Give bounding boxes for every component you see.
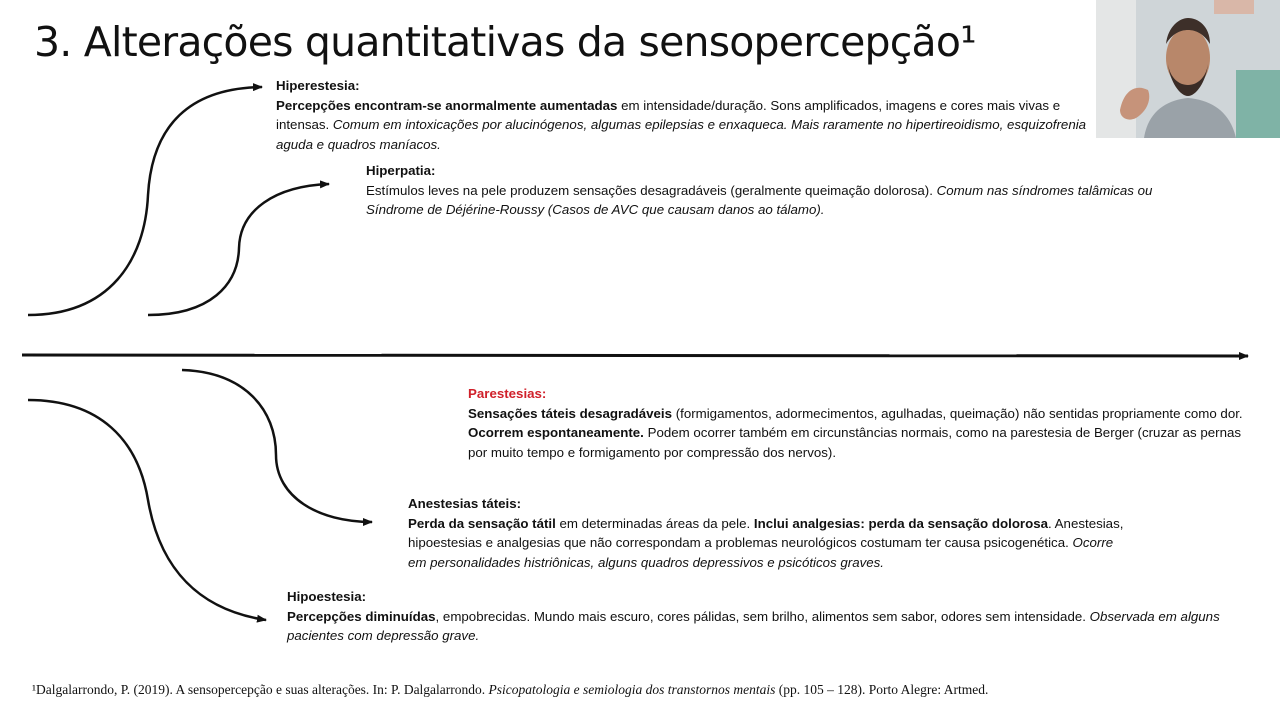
italic-hiperestesia: Comum em intoxicações por alucinógenos, algumas epilepsias e enxaqueca. Mais raramente no hipertireoidismo, esquizofrenia aguda e quadros maníacos. [276,117,1087,152]
presenter-video-icon [1096,0,1280,138]
arrow-hiperestesia [28,87,262,315]
text1-anestesias: em determinadas áreas da pele. [555,515,754,531]
axis-line [22,355,1248,356]
text-hiperestesia: em intensidade/duração. Sons amplificados, imagens e cores mais vivas e intensas. [276,97,1061,132]
arrow-hiperpatia [148,184,329,315]
footnote-text: ¹Dalgalarrondo, P. (2019). A sensopercepção e suas alterações. In: P. Dalgalarrondo. [32,682,489,697]
text-hiperpatia: Estímulos leves na pele produzem sensações desagradáveis (geralmente queimação dolorosa). [366,182,937,198]
heading-hipoestesia: Hipoestesia: [287,589,367,604]
bold2-anestesias: Inclui analgesias: perda da sensação dolorosa [753,515,1049,531]
bold2-parestesias: Ocorrem espontaneamente. [468,425,644,440]
section-hiperestesia [276,76,1106,154]
section-anestesias [408,494,1128,572]
text2-parestesias: Podem ocorrer também em circunstâncias normais, como na parestesia de Berger (cruzar as pernas por muito tempo e formigamento por compressão dos nervos). [468,425,1242,460]
section-hipoestesia [287,587,1237,646]
section-parestesias [468,384,1248,462]
arrow-hipoestesia [28,400,266,620]
body-hiperestesia [276,96,1106,155]
body-hiperpatia [366,181,1206,220]
heading-hiperestesia: Hiperestesia: [276,78,360,93]
italic-hiperpatia: Comum nas síndromes talâmicas ou Síndrome de Déjérine-Roussy (Casos de AVC que causam danos ao tálamo). [366,182,1153,217]
body-anestesias [408,514,1128,573]
bold-hipoestesia: Percepções diminuídas [287,608,436,624]
italic-hipoestesia: Observada em alguns pacientes com depressão grave. [287,608,1220,643]
text2-anestesias: . Anestesias, hipoestesias e analgesias que não correspondam a problemas neurológicos costumam ter causa psicogenética. [408,515,1124,550]
body-hipoestesia [287,607,1237,646]
italic-anestesias: Ocorre em personalidades histriônicas, alguns quadros depressivos e psicóticos graves. [408,535,1114,570]
bold1-parestesias: Sensações táteis desagradáveis [468,405,673,421]
bold-hiperestesia: Percepções encontram-se anormalmente aumentadas [276,97,618,113]
section-hiperpatia [366,161,1206,220]
heading-hiperpatia: Hiperpatia: [366,163,436,178]
text-hipoestesia: , empobrecidas. Mundo mais escuro, cores pálidas, sem brilho, alimentos sem sabor, odores sem intensidade. [435,608,1090,624]
heading-parestesias: Parestesias: [468,386,547,401]
text1-parestesias: (formigamentos, adormecimentos, agulhadas, queimação) não sentidas propriamente como dor. [672,405,1243,421]
footnote-italic: Psicopatologia e semiologia dos transtornos mentais [488,682,776,697]
heading-anestesias: Anestesias táteis: [408,496,522,511]
arrow-anestesias [182,370,372,522]
body-parestesias [468,404,1248,463]
footnote [32,682,988,698]
slide-title: 3. Alterações quantitativas da sensopercepção¹ [34,18,976,66]
footnote-text2: (pp. 105 – 128). Porto Alegre: Artmed. [775,682,989,697]
webcam-overlay [1096,0,1280,138]
bold1-anestesias: Perda da sensação tátil [408,515,556,531]
